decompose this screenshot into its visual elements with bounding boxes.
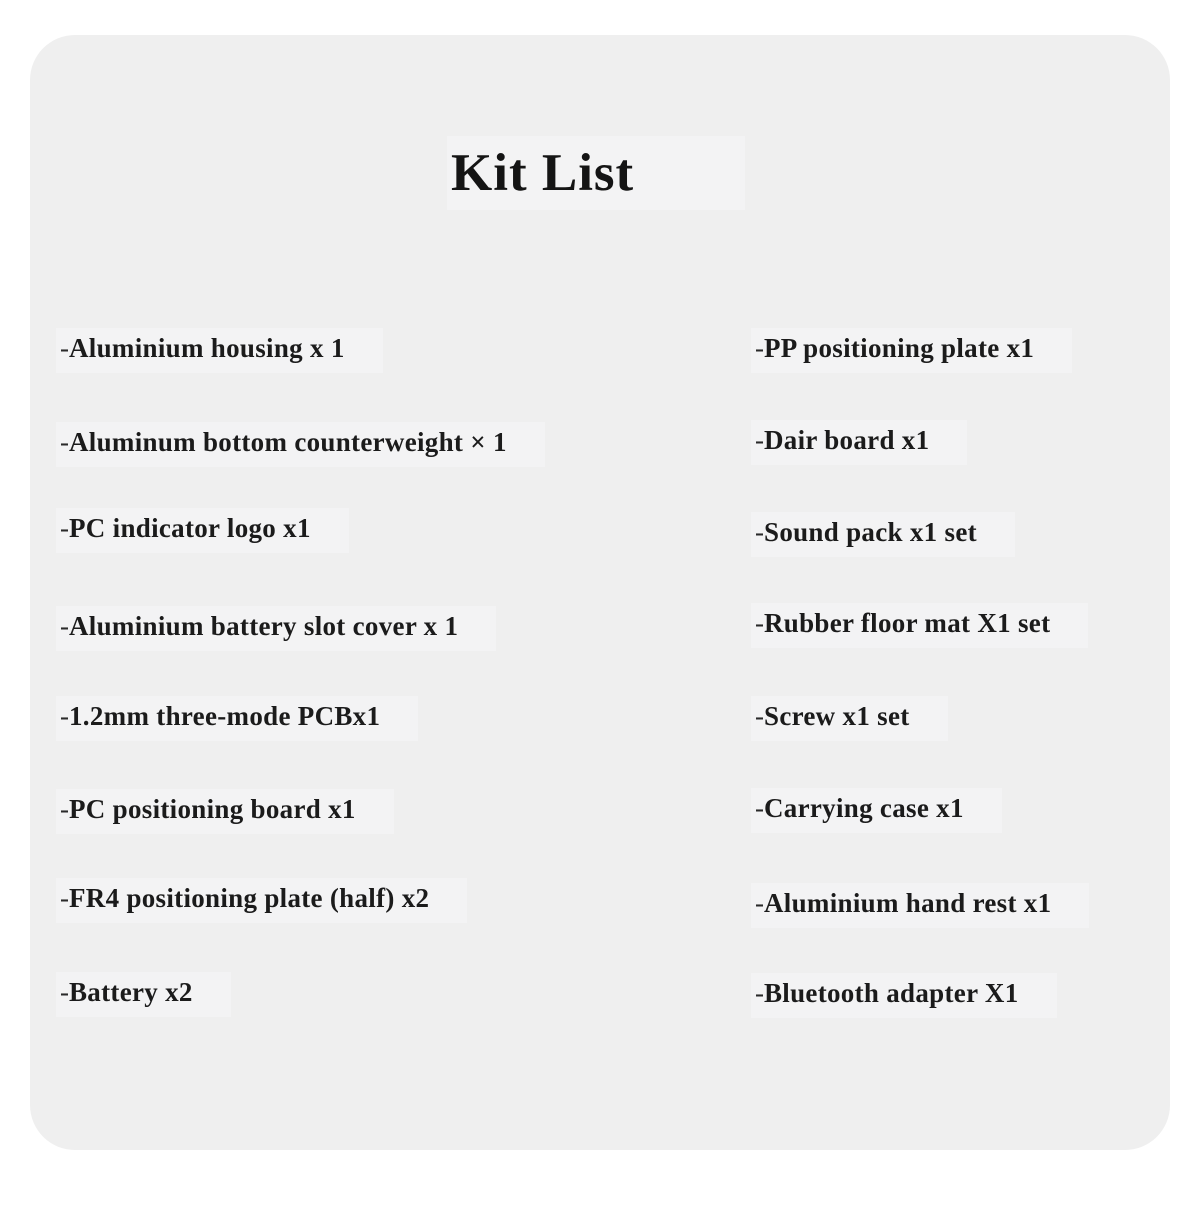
item-label: Carrying case x1 [764,793,964,823]
item-dash: - [755,888,764,918]
item-label: Dair board x1 [764,425,930,455]
item-label: Bluetooth adapter X1 [764,978,1019,1008]
item-dash: - [60,513,69,543]
item-dash: - [60,333,69,363]
title-highlight [447,136,745,210]
item-dash: - [755,978,764,1008]
item-label: Battery x2 [69,977,193,1007]
item-label: Sound pack x1 set [764,517,977,547]
item-dash: - [60,701,69,731]
item-label: Aluminium housing x 1 [69,333,345,363]
item-dash: - [755,701,764,731]
item-dash: - [60,977,69,1007]
item-label: Aluminium battery slot cover x 1 [69,611,459,641]
item-dash: - [60,794,69,824]
item-label: Screw x1 set [764,701,910,731]
item-dash: - [755,608,764,638]
item-label: Aluminium hand rest x1 [764,888,1052,918]
item-dash: - [755,333,764,363]
page-title: Kit List [451,144,635,202]
item-label: 1.2mm three-mode PCBx1 [69,701,381,731]
item-label: FR4 positioning plate (half) x2 [69,883,430,913]
item-dash: - [755,793,764,823]
item-label: PC indicator logo x1 [69,513,311,543]
item-dash: - [60,611,69,641]
item-label: Aluminum bottom counterweight × 1 [69,427,507,457]
item-label: Rubber floor mat X1 set [764,608,1051,638]
item-label: PP positioning plate x1 [764,333,1035,363]
item-dash: - [60,427,69,457]
item-label: PC positioning board x1 [69,794,356,824]
item-dash: - [755,517,764,547]
item-dash: - [755,425,764,455]
item-dash: - [60,883,69,913]
